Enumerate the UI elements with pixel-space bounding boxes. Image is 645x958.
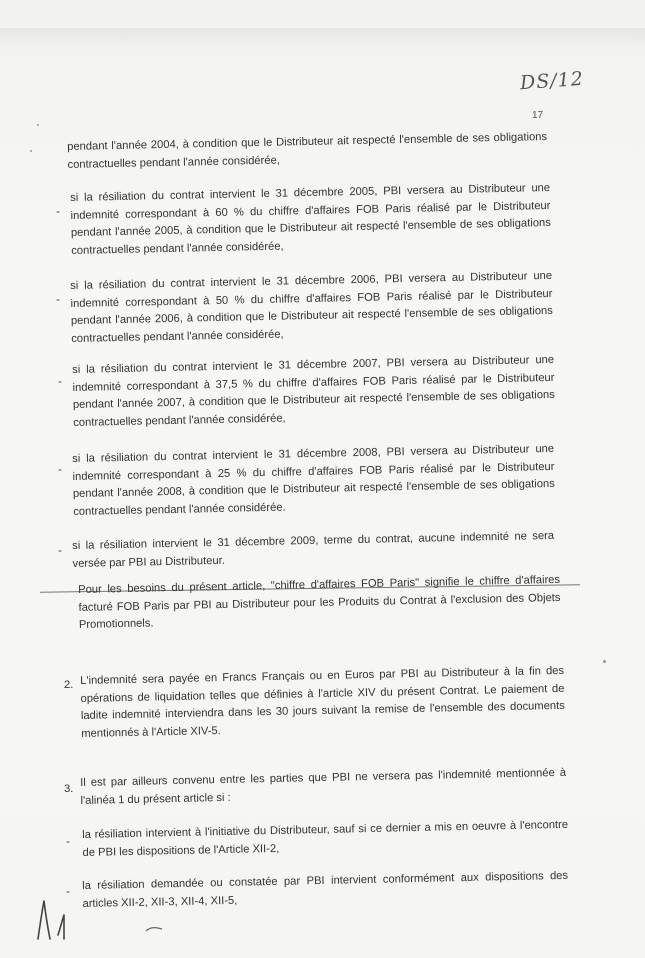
bullet-dash: - [66,884,70,898]
clause-2008: si la résiliation du contrat intervient le 31 décembre 2008, PBI versera au Distributeur une indemnité correspondant à 25 % du chiffre d'affaires FOB Paris réalisé par le Distributeur pendant l'année 2008, à condition que le Distributeur ait respecté l'ensemble de ses obligations contractuelles pendant l'année considérée. [72,442,555,518]
item-2-paragraph: L'indemnité sera payée en Francs Français ou en Euros par PBI au Distributeur à la fin des opérations de liquidation telles que définies à l'article XIV du présent Contrat. Le paiement de ladite indemnité interviendra dans les 30 jours suivant la remise de l'ensemble des documents mentionnés à l'Article XIV-5. [80,664,565,740]
condition-1: la résiliation intervient à l'initiative du Distributeur, sauf si ce dernier a mis en oeuvre à l'encontre de PBI les dispositions de l'Article XII-2, [82,818,569,859]
clause-2005: si la résiliation du contrat intervient le 31 décembre 2005, PBI versera au Distributeur une indemnité correspondant à 60 % du chiffre d'affaires FOB Paris réalisé par le Distributeur pendant l'année 2005, à condition que le Distributeur ait respecté l'ensemble de ses obligations contractuelles pendant l'année considérée, [70,181,551,257]
bullet-dash: - [56,204,60,218]
scan-speck [30,150,32,152]
scan-shadow [0,28,645,50]
handwritten-reference: DS/12 [519,67,585,95]
bullet-dash: - [58,374,62,388]
signature-mark [30,895,90,945]
condition-2: la résiliation demandée ou constatée par PBI intervient conformément aux dispositions des articles XII-2, XII-3, XII-4, XII-5, [82,869,569,910]
definition-paragraph: Pour les besoins du présent article, "chiffre d'affaires FOB Paris" signifie le chiffre d'affaires facturé FOB Paris par PBI au Distributeur pour les Produits du Contrat à l'exclusion des Objets Promotionnels. [78,573,561,631]
bullet-dash: - [56,292,60,306]
pen-mark [145,925,163,933]
scan-speck [37,124,39,126]
item-3-paragraph: Il est par ailleurs convenu entre les parties que PBI ne versera pas l'indemnité mentionnée à l'alinéa 1 du présent article si : [80,766,567,807]
intro-paragraph: pendant l'année 2004, à condition que le Distributeur ait respecté l'ensemble de ses obligations contractuelles pendant l'année considérée, [67,130,548,171]
clause-2006: si la résiliation du contrat intervient le 31 décembre 2006, PBI versera au Distributeur une indemnité correspondant à 50 % du chiffre d'affaires FOB Paris réalisé par le Distributeur pendant l'année 2006, à condition que le Distributeur ait respecté l'ensemble de ses obligations contractuelles pendant l'année considérée, [70,269,553,345]
bullet-dash: - [66,834,70,848]
bullet-dash: - [58,543,62,557]
page-number: 17 [532,110,544,121]
clause-2007: si la résiliation du contrat intervient le 31 décembre 2007, PBI versera au Distributeur une indemnité correspondant à 37,5 % du chiffre d'affaires FOB Paris réalisé par le Distributeur pendant l'année 2007, à condition que le Distributeur ait respecté l'ensemble de ses obligations contractuelles pendant l'année considérée, [72,353,555,429]
scan-speck [603,660,606,663]
item-number: 3. [64,783,74,795]
clause-2009: si la résiliation intervient le 31 décembre 2009, terme du contrat, aucune indemnité ne sera versée par PBI au Distributeur. [72,529,555,570]
item-number: 2. [64,679,74,691]
bullet-dash: - [58,462,62,476]
